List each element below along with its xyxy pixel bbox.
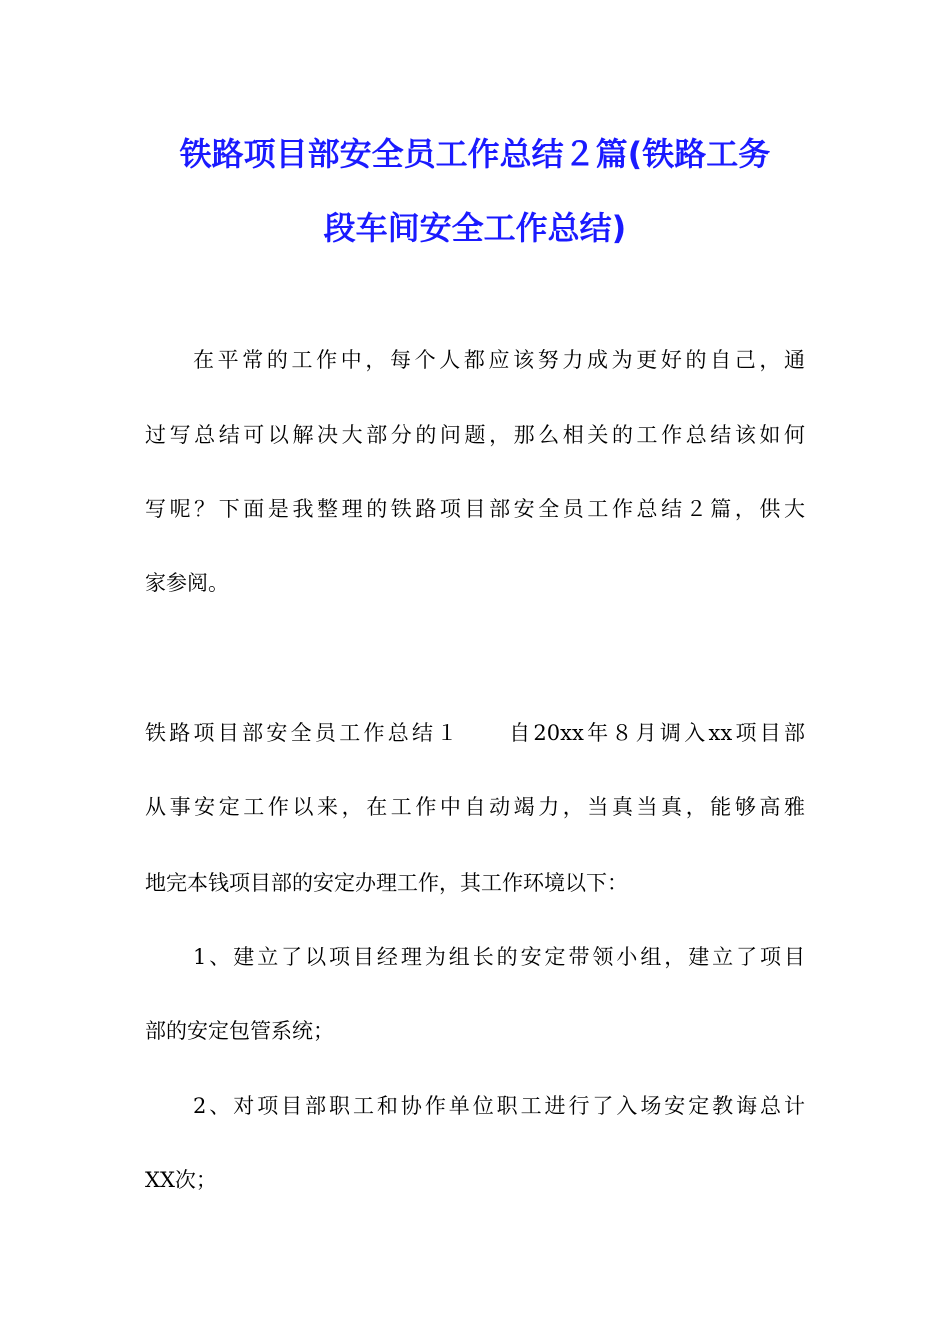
intro-paragraph-line-1: 在平常的工作中，每个人都应该努力成为更好的自己，通 bbox=[193, 348, 805, 372]
intro-paragraph-line-4: 家参阅。 bbox=[145, 571, 229, 595]
item-2-line-2: XX次； bbox=[145, 1168, 217, 1192]
item-1-line-1: 1、建立了以项目经理为组长的安定带领小组，建立了项目 bbox=[193, 945, 805, 969]
document-title-line-1: 铁路项目部安全员工作总结２篇(铁路工务 bbox=[179, 135, 771, 173]
intro-paragraph-line-2: 过写总结可以解决大部分的问题，那么相关的工作总结该如何 bbox=[145, 423, 805, 447]
item-1-line-2: 部的安定包管系统； bbox=[145, 1019, 334, 1043]
intro-paragraph-line-3: 写呢？下面是我整理的铁路项目部安全员工作总结２篇，供大 bbox=[145, 497, 805, 521]
section-1-line-3: 地完本钱项目部的安定办理工作，其工作环境以下： bbox=[145, 871, 628, 895]
section-1-line-1: 铁路项目部安全员工作总结１ 自20xx年８月调入xx项目部 bbox=[145, 721, 805, 745]
document-title-line-2: 段车间安全工作总结) bbox=[323, 209, 627, 247]
item-2-line-1: 2、对项目部职工和协作单位职工进行了入场安定教诲总计 bbox=[193, 1094, 805, 1118]
section-1-line-2: 从事安定工作以来，在工作中自动竭力，当真当真，能够高雅 bbox=[145, 795, 805, 819]
